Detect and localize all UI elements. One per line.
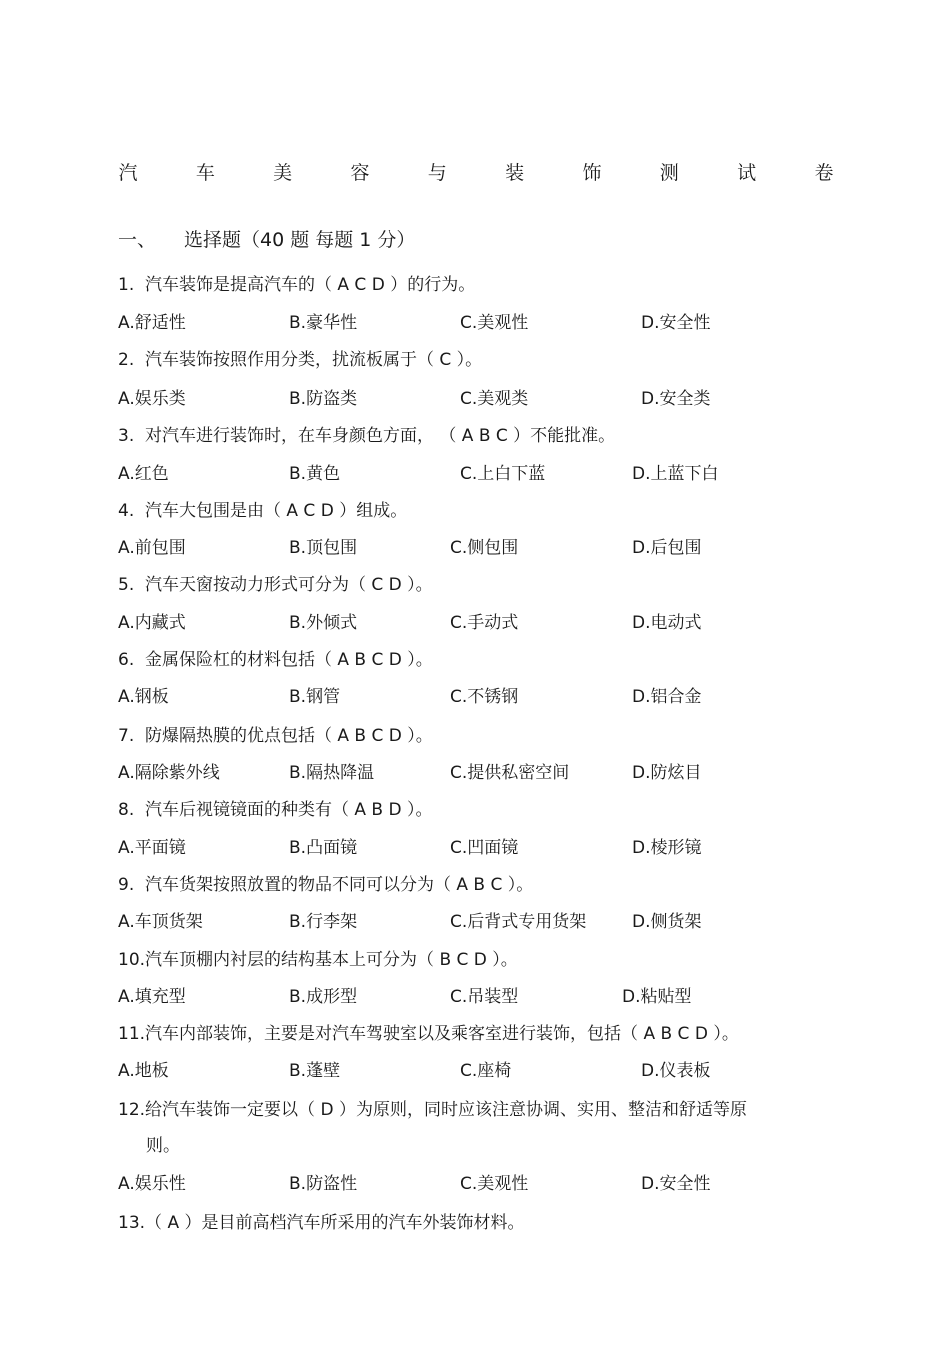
question xyxy=(118,945,518,970)
question xyxy=(118,795,433,820)
option: C.提供私密空间 xyxy=(450,763,570,783)
question-text: 汽车顶棚内衬层的结构基本上可分为（ B C D ）。 xyxy=(145,950,518,970)
option: B.成形型 xyxy=(289,987,358,1007)
question xyxy=(118,645,433,670)
title-char: 装 xyxy=(505,162,525,184)
question-number: 7. xyxy=(118,726,135,746)
option: A.平面镜 xyxy=(118,838,186,858)
option: B.隔热降温 xyxy=(289,763,375,783)
question xyxy=(118,721,433,746)
question-number: 4. xyxy=(118,501,135,521)
option: B.行李架 xyxy=(289,912,358,932)
option: A.钢板 xyxy=(118,687,169,707)
question-number: 2. xyxy=(118,350,135,370)
question-number: 1. xyxy=(118,275,135,295)
option: B.豪华性 xyxy=(289,313,358,333)
question-text: （ A ）是目前高档汽车所采用的汽车外装饰材料。 xyxy=(145,1213,525,1233)
option: D.安全类 xyxy=(641,389,711,409)
option: C.后背式专用货架 xyxy=(450,912,587,932)
section-number: 一、 xyxy=(118,229,157,251)
question-number: 3. xyxy=(118,426,135,446)
question-text: 汽车装饰按照作用分类，扰流板属于（ C ）。 xyxy=(145,350,483,370)
question-text: 汽车内部装饰，主要是对汽车驾驶室以及乘客室进行装饰，包括（ A B C D ）。 xyxy=(145,1024,739,1044)
option: D.上蓝下白 xyxy=(632,464,719,484)
option: B.钢管 xyxy=(289,687,341,707)
option: C.不锈钢 xyxy=(450,687,519,707)
title-char: 与 xyxy=(427,162,447,184)
question xyxy=(118,1019,739,1044)
title-char: 卷 xyxy=(814,162,834,184)
option: D.安全性 xyxy=(641,1174,711,1194)
question-number: 8. xyxy=(118,800,135,820)
title-char: 饰 xyxy=(582,162,602,184)
option: A.地板 xyxy=(118,1061,169,1081)
option: C.美观性 xyxy=(460,1174,529,1194)
question xyxy=(118,496,407,521)
title-char: 测 xyxy=(659,162,679,184)
option: A.娱乐性 xyxy=(118,1174,186,1194)
question-number: 9. xyxy=(118,875,135,895)
option: B.蓬壁 xyxy=(289,1061,341,1081)
question-text: 汽车后视镜镜面的种类有（ A B D ）。 xyxy=(145,800,433,820)
option: A.隔除紫外线 xyxy=(118,763,220,783)
option: B.外倾式 xyxy=(289,613,358,633)
option: D.粘贴型 xyxy=(622,987,692,1007)
option: D.安全性 xyxy=(641,313,711,333)
title-char: 试 xyxy=(737,162,757,184)
option: D.防炫目 xyxy=(632,763,702,783)
option: D.仪表板 xyxy=(641,1061,711,1081)
option: C.上白下蓝 xyxy=(460,464,546,484)
option: C.美观类 xyxy=(460,389,529,409)
question xyxy=(118,421,615,446)
title-char: 车 xyxy=(195,162,215,184)
option: C.吊装型 xyxy=(450,987,519,1007)
section-heading xyxy=(118,225,415,252)
option: D.后包围 xyxy=(632,538,702,558)
option: B.顶包围 xyxy=(289,538,358,558)
question-number: 13. xyxy=(118,1213,146,1233)
option: D.侧货架 xyxy=(632,912,702,932)
question xyxy=(118,1208,524,1233)
option: B.凸面镜 xyxy=(289,838,358,858)
title-char: 美 xyxy=(273,162,293,184)
question-number: 6. xyxy=(118,650,135,670)
question xyxy=(118,870,533,895)
option: C.侧包围 xyxy=(450,538,519,558)
question-text: 防爆隔热膜的优点包括（ A B C D ）。 xyxy=(145,726,433,746)
question-continuation: 则。 xyxy=(146,1136,180,1156)
exam-title xyxy=(118,158,834,185)
question-text: 对汽车进行装饰时，在车身颜色方面， （ A B C ）不能批准。 xyxy=(145,426,616,446)
question-text: 金属保险杠的材料包括（ A B C D ）。 xyxy=(145,650,433,670)
question-text: 给汽车装饰一定要以（ D ）为原则，同时应该注意协调、实用、整洁和舒适等原 xyxy=(145,1100,747,1120)
option: A.车顶货架 xyxy=(118,912,203,932)
option: D.棱形镜 xyxy=(632,838,702,858)
question xyxy=(118,1095,747,1120)
option: B.防盗类 xyxy=(289,389,358,409)
option: D.电动式 xyxy=(632,613,702,633)
question-number: 11. xyxy=(118,1024,146,1044)
question xyxy=(118,570,433,595)
question-text: 汽车货架按照放置的物品不同可以分为（ A B C ）。 xyxy=(145,875,534,895)
option: A.红色 xyxy=(118,464,169,484)
question xyxy=(118,270,475,295)
title-char: 容 xyxy=(350,162,370,184)
option: D.铝合金 xyxy=(632,687,702,707)
question-number: 12. xyxy=(118,1100,146,1120)
option: C.座椅 xyxy=(460,1061,512,1081)
option: B.防盗性 xyxy=(289,1174,358,1194)
option: C.手动式 xyxy=(450,613,519,633)
question-text: 汽车大包围是由（ A C D ）组成。 xyxy=(145,501,408,521)
question-text: 汽车天窗按动力形式可分为（ C D ）。 xyxy=(145,575,433,595)
option: C.凹面镜 xyxy=(450,838,519,858)
option: A.内藏式 xyxy=(118,613,186,633)
option: C.美观性 xyxy=(460,313,529,333)
question-number: 10. xyxy=(118,950,146,970)
option: A.舒适性 xyxy=(118,313,186,333)
option: A.填充型 xyxy=(118,987,186,1007)
option: A.娱乐类 xyxy=(118,389,186,409)
question-text: 汽车装饰是提高汽车的（ A C D ）的行为。 xyxy=(145,275,476,295)
title-char: 汽 xyxy=(118,162,138,184)
question-number: 5. xyxy=(118,575,135,595)
option: B.黄色 xyxy=(289,464,341,484)
section-text: 选择题（40 题 每题 1 分） xyxy=(184,229,416,251)
question xyxy=(118,345,482,370)
option: A.前包围 xyxy=(118,538,186,558)
